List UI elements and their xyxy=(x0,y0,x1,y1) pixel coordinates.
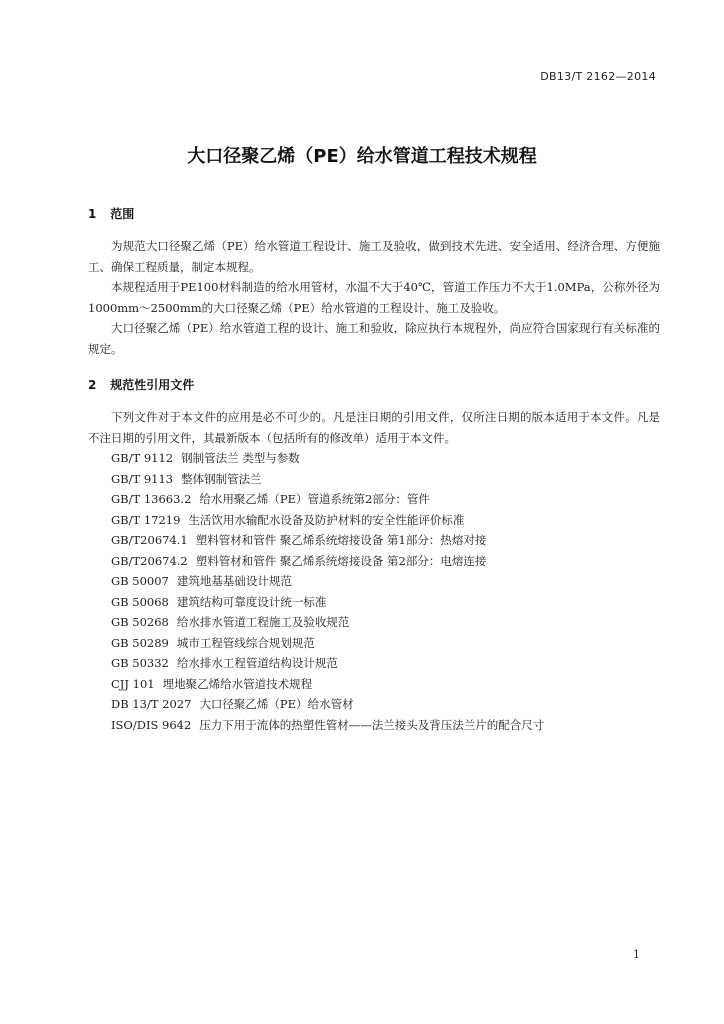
reference-code: GB 50068 xyxy=(111,594,169,609)
standard-code: DB13/T 2162—2014 xyxy=(540,70,656,83)
reference-code: GB/T20674.1 xyxy=(111,533,188,547)
reference-item xyxy=(111,510,544,531)
reference-item xyxy=(111,674,544,695)
section-1-paragraph-1: 为规范大口径聚乙烯（PE）给水管道工程设计、施工及验收，做到技术先进、安全适用、经济合理、方便施工、确保工程质量，制定本规程。 xyxy=(88,239,660,274)
section-1-title: 范围 xyxy=(110,207,135,221)
section-1-body xyxy=(88,236,660,359)
section-1-number: 1 xyxy=(88,207,97,221)
reference-title: 生活饮用水输配水设备及防护材料的安全性能评价标准 xyxy=(188,512,465,527)
reference-title: 压力下用于流体的热塑性管材——法兰接头及背压法兰片的配合尺寸 xyxy=(199,717,545,732)
reference-code: GB 50289 xyxy=(111,635,169,650)
reference-title: 建筑结构可靠度设计统一标准 xyxy=(176,594,327,609)
reference-title: 钢制管法兰 类型与参数 xyxy=(181,451,300,465)
section-1-heading xyxy=(88,205,134,222)
reference-item xyxy=(111,530,544,551)
reference-title: 给水排水工程管道结构设计规范 xyxy=(176,656,338,670)
reference-code: GB/T 17219 xyxy=(111,512,181,527)
reference-title: 整体钢制管法兰 xyxy=(181,471,262,486)
reference-item xyxy=(111,653,544,674)
reference-list xyxy=(111,448,544,735)
section-2-number: 2 xyxy=(88,378,97,392)
reference-code: GB/T 9112 xyxy=(111,451,174,465)
reference-code: GB 50007 xyxy=(111,574,169,588)
reference-item xyxy=(111,571,544,592)
reference-code: GB/T20674.2 xyxy=(111,553,188,568)
section-1-paragraph-2: 本规程适用于PE100材料制造的给水用管材，水温不大于40℃，管道工作压力不大于1.0MPa，公称外径为1000mm～2500mm的大口径聚乙烯（PE）给水管道的工程设计、施工及验收。 xyxy=(88,280,660,315)
document-title: 大口径聚乙烯（PE）给水管道工程技术规程 xyxy=(187,146,537,167)
page-number: 1 xyxy=(633,948,640,961)
reference-title: 城市工程管线综合规划规范 xyxy=(176,635,315,650)
reference-code: CJJ 101 xyxy=(111,676,155,691)
reference-item xyxy=(111,551,544,572)
section-2-intro-text: 下列文件对于本文件的应用是必不可少的。凡是注日期的引用文件，仅所注日期的版本适用于本文件。凡是不注日期的引用文件，其最新版本（包括所有的修改单）适用于本文件。 xyxy=(88,410,660,445)
reference-item xyxy=(111,612,544,633)
section-2-heading xyxy=(88,376,194,393)
reference-title: 建筑地基基础设计规范 xyxy=(176,574,292,588)
section-2-intro xyxy=(88,407,660,448)
reference-code: GB/T 13663.2 xyxy=(111,492,192,506)
reference-title: 塑料管材和管件 聚乙烯系统熔接设备 第2部分：电熔连接 xyxy=(195,553,487,568)
reference-item xyxy=(111,715,544,736)
reference-item xyxy=(111,633,544,654)
reference-title: 给水排水管道工程施工及验收规范 xyxy=(176,615,350,629)
reference-item xyxy=(111,592,544,613)
reference-code: GB 50332 xyxy=(111,656,169,670)
reference-item xyxy=(111,448,544,469)
reference-code: GB/T 9113 xyxy=(111,471,174,486)
reference-item xyxy=(111,489,544,510)
reference-title: 给水用聚乙烯（PE）管道系统第2部分：管件 xyxy=(199,492,430,506)
reference-title: 大口径聚乙烯（PE）给水管材 xyxy=(199,697,354,711)
reference-item xyxy=(111,469,544,490)
section-2-title: 规范性引用文件 xyxy=(110,378,195,392)
reference-title: 埋地聚乙烯给水管道技术规程 xyxy=(162,676,313,691)
reference-item xyxy=(111,694,544,715)
reference-code: DB 13/T 2027 xyxy=(111,697,192,711)
section-1-paragraph-3: 大口径聚乙烯（PE）给水管道工程的设计、施工和验收，除应执行本规程外，尚应符合国家现行有关标准的规定。 xyxy=(88,321,660,356)
reference-title: 塑料管材和管件 聚乙烯系统熔接设备 第1部分：热熔对接 xyxy=(195,533,487,547)
reference-code: GB 50268 xyxy=(111,615,169,629)
reference-code: ISO/DIS 9642 xyxy=(111,717,192,732)
